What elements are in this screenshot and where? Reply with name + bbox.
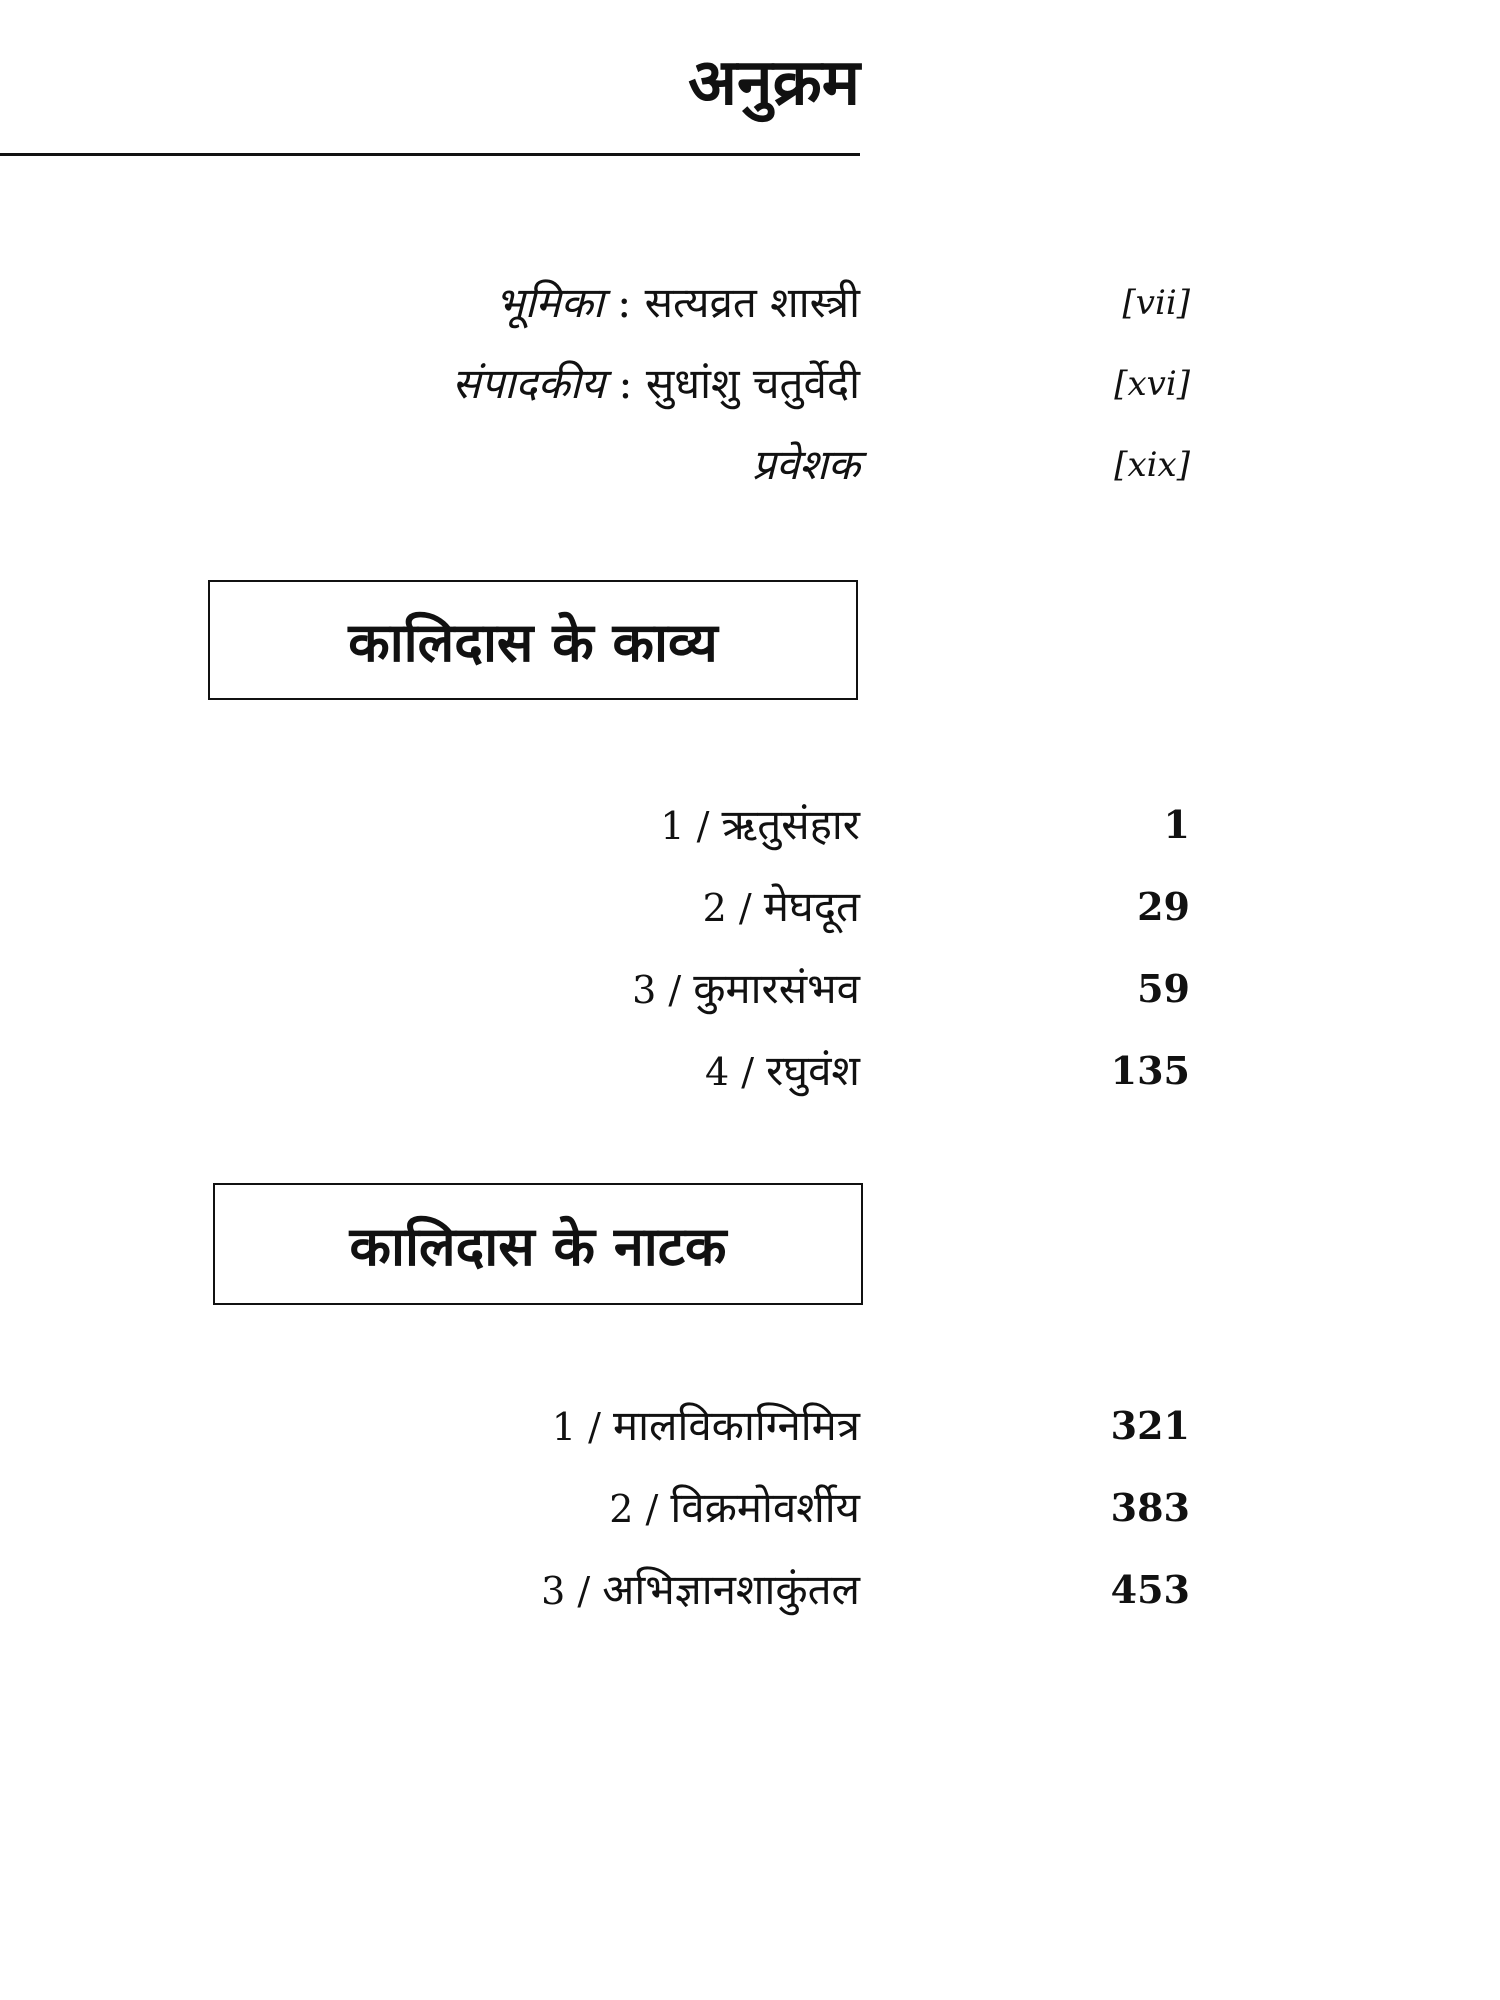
toc-entry: [0, 1391, 1500, 1461]
toc-entry-text: [703, 872, 860, 943]
entry-number: 1 /: [551, 1405, 613, 1449]
entry-number: 2 /: [702, 886, 764, 930]
entry-name: कुमारसंभव: [693, 964, 860, 1013]
toc-entry: [0, 872, 1500, 942]
entry-label: प्रवेशक: [751, 440, 860, 489]
entry-author: सुधांशु चतुर्वेदी: [645, 359, 860, 408]
toc-entry-preface: [0, 268, 1500, 338]
page-number: 383: [1110, 1485, 1190, 1530]
page-number: [vii]: [1122, 283, 1190, 323]
section-heading-poetry: कालिदास के काव्य: [208, 580, 858, 700]
toc-entry-text: [495, 268, 860, 338]
page-title: अनुक्रम: [688, 46, 860, 120]
page-number: 1: [1163, 802, 1190, 847]
toc-entry-text: [552, 1391, 860, 1462]
entry-separator: :: [604, 359, 646, 408]
entry-author: सत्यव्रत शास्त्री: [644, 278, 860, 327]
page-number: [xvi]: [1114, 364, 1190, 404]
entry-name: मालविकाग्निमित्र: [612, 1401, 860, 1450]
toc-entry: [0, 1473, 1500, 1543]
page-number: 29: [1137, 884, 1190, 929]
toc-entry-text: [452, 349, 860, 419]
entry-number: 2 /: [609, 1487, 671, 1531]
entry-number: 1 /: [660, 804, 722, 848]
page-number: [xix]: [1114, 445, 1190, 485]
toc-entry-introduction: [0, 430, 1500, 500]
page-number: 321: [1110, 1403, 1190, 1448]
toc-entry-text: [632, 954, 860, 1025]
toc-entry-text: [541, 1555, 860, 1626]
toc-entry: [0, 790, 1500, 860]
entry-name: विक्रमोवर्शीय: [670, 1483, 860, 1532]
toc-entry-text: [752, 430, 860, 500]
entry-number: 3 /: [632, 968, 694, 1012]
entry-name: रघुवंश: [766, 1046, 860, 1095]
page-number: 59: [1137, 966, 1190, 1011]
toc-entry-text: [609, 1473, 860, 1544]
toc-entry: [0, 954, 1500, 1024]
toc-entry: [0, 1036, 1500, 1106]
toc-entry-editorial: [0, 349, 1500, 419]
entry-name: मेघदूत: [763, 882, 860, 931]
entry-name: अभिज्ञानशाकुंतल: [602, 1565, 860, 1614]
entry-separator: :: [603, 278, 645, 327]
entry-number: 3 /: [541, 1569, 603, 1613]
section-heading-plays: कालिदास के नाटक: [213, 1183, 863, 1305]
page-number: 135: [1110, 1048, 1190, 1093]
entry-name: ऋतुसंहार: [721, 800, 860, 849]
title-rule: [0, 153, 860, 156]
toc-entry-text: [705, 1036, 860, 1107]
toc-entry-text: [660, 790, 860, 861]
entry-label: संपादकीय: [452, 359, 605, 408]
page-number: 453: [1110, 1567, 1190, 1612]
toc-entry: [0, 1555, 1500, 1625]
entry-label: भूमिका: [495, 278, 604, 327]
entry-number: 4 /: [704, 1050, 767, 1094]
